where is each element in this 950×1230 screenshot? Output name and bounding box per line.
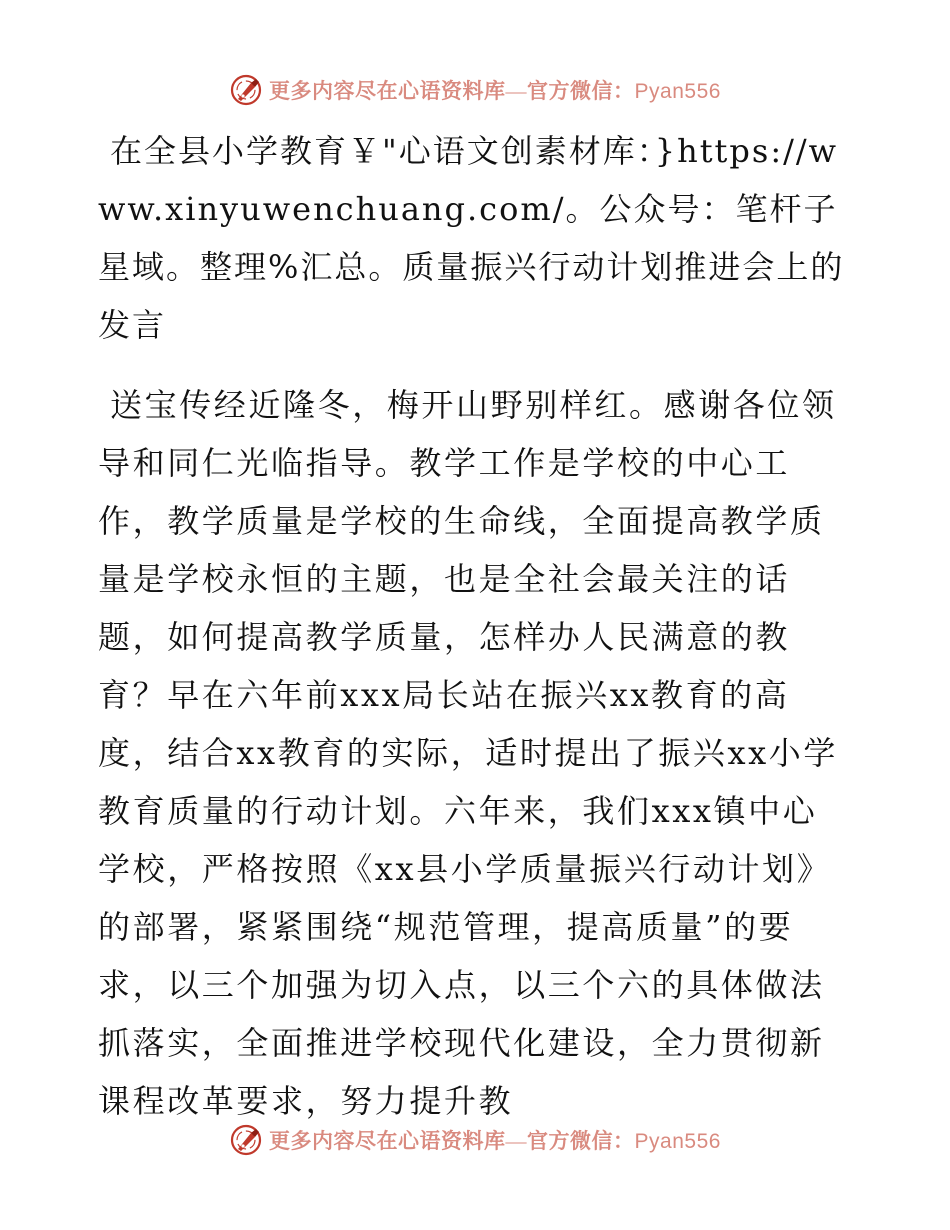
header-banner — [0, 70, 950, 110]
body-paragraph: 送宝传经近隆冬，梅开山野别样红。感谢各位领导和同仁光临指导。教学工作是学校的中心工作，教学质量是学校的生命线，全面提高教学质量是学校永恒的主题，也是全社会最关注的话题，如何提高教学质量，怎样办人民满意的教育？早在六年前xxx局长站在振兴xx教育的高度，结合xx教育的实际，适时提出了振兴xx小学教育质量的行动计划。六年来，我们xxx镇中心学校，严格按照《xx县小学质量振兴行动计划》的部署，紧紧围绕“规范管理，提高质量”的要求，以三个加强为切入点，以三个六的具体做法抓落实，全面推进学校现代化建设，全力贯彻新课程改革要求，努力提升教 — [98, 386, 838, 1120]
banner-text — [269, 75, 721, 105]
banner-inner — [229, 73, 721, 107]
banner-wechat-label: 官方微信： — [527, 79, 635, 103]
banner-text — [269, 1125, 721, 1155]
document-content — [98, 122, 850, 1130]
banner-wechat-id: Pyan556 — [634, 1130, 721, 1153]
pen-nib-logo-icon — [229, 73, 263, 107]
title-paragraph: 在全县小学教育￥"心语文创素材库：}https://www.xinyuwenchuang.com/。公众号：笔杆子星域。整理%汇总。质量振兴行动计划推进会上的发言 — [98, 132, 845, 344]
banner-main-text: 更多内容尽在心语资料库 — [269, 79, 506, 103]
banner-wechat-label: 官方微信： — [527, 1129, 635, 1153]
banner-separator: — — [505, 1129, 528, 1153]
banner-separator: — — [505, 79, 528, 103]
footer-banner — [0, 1120, 950, 1160]
banner-inner — [229, 1123, 721, 1157]
banner-wechat-id: Pyan556 — [634, 80, 721, 103]
banner-main-text: 更多内容尽在心语资料库 — [269, 1129, 506, 1153]
pen-nib-logo-icon — [229, 1123, 263, 1157]
